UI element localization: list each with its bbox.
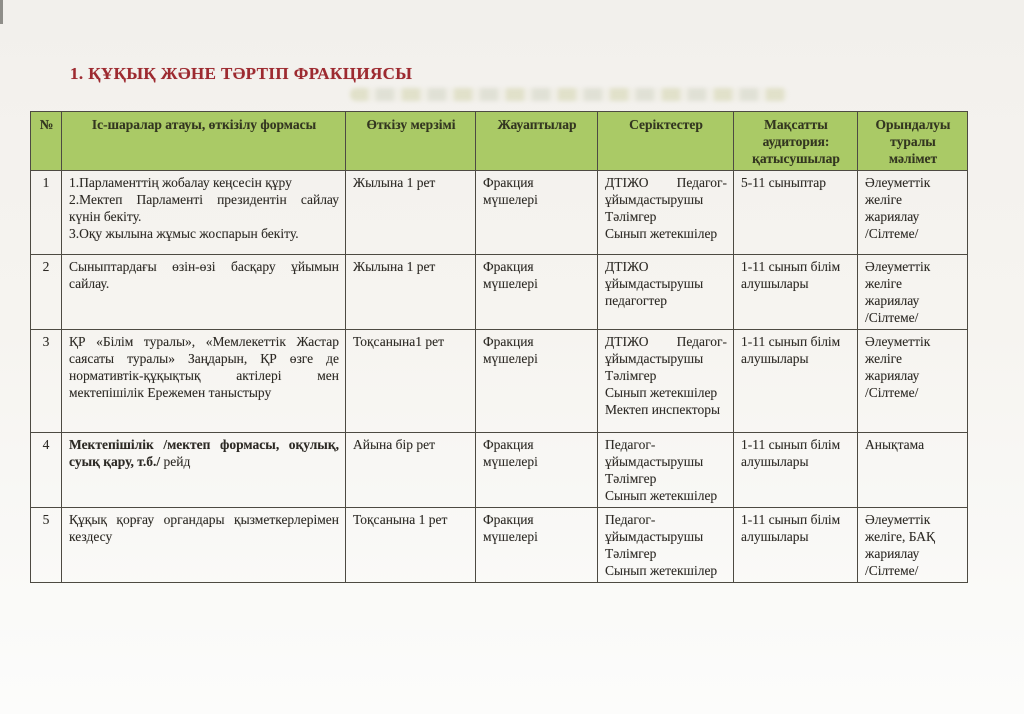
table-header [31, 112, 968, 171]
cell-responsible: Фракция мүшелері [476, 508, 598, 583]
cell-responsible: Фракция мүшелері [476, 255, 598, 330]
table-row [31, 330, 968, 433]
cell-term: Жылына 1 рет [346, 255, 476, 330]
cell-partners: ДТІЖО ұйымдастырушы педагогтер [598, 255, 734, 330]
cell-responsible: Фракция мүшелері [476, 171, 598, 255]
cell-activity: Сыныптардағы өзін-өзі басқару ұйымын сайлау. [62, 255, 346, 330]
cell-term: Жылына 1 рет [346, 171, 476, 255]
cell-partners: ДТІЖО Педагог- ұйымдастырушы Тәлімгер Сынып жетекшілер Мектеп инспекторы [598, 330, 734, 433]
cell-num: 4 [31, 433, 62, 508]
cell-num: 1 [31, 171, 62, 255]
cell-responsible: Фракция мүшелері [476, 433, 598, 508]
column-header-4: Серіктестер [598, 112, 734, 171]
table-row [31, 171, 968, 255]
cell-activity: 1.Парламенттің жобалау кеңсесін құру 2.Мектеп Парламенті президентін сайлау күнін бекіту. 3.Оқу жылына жұмыс жоспарын бекіту. [62, 171, 346, 255]
cell-num: 2 [31, 255, 62, 330]
table-row [31, 433, 968, 508]
column-header-3: Жауаптылар [476, 112, 598, 171]
cell-audience: 1-11 сынып білім алушылары [734, 508, 858, 583]
page-title: 1. ҚҰҚЫҚ ЖӘНЕ ТӘРТІП ФРАКЦИЯСЫ [70, 64, 413, 83]
cell-activity: ҚР «Білім туралы», «Мемлекеттік Жастар саясаты туралы» Заңдарын, ҚР өзге де нормативтік-құқықтық актілері мен мектепішілік Ережемен таныстыру [62, 330, 346, 433]
column-header-2: Өткізу мерзімі [346, 112, 476, 171]
cell-audience: 1-11 сынып білім алушылары [734, 433, 858, 508]
column-header-1: Іс-шаралар атауы, өткізілу формасы [62, 112, 346, 171]
header-row [31, 112, 968, 171]
cell-partners: Педагог- ұйымдастырушы Тәлімгер Сынып жетекшілер [598, 508, 734, 583]
cell-audience: 1-11 сынып білім алушылары [734, 255, 858, 330]
cell-term: Тоқсанына1 рет [346, 330, 476, 433]
cell-audience: 5-11 сыныптар [734, 171, 858, 255]
cell-result: Анықтама [858, 433, 968, 508]
table-body [31, 171, 968, 583]
column-header-6: Орындалуы туралы мәлімет [858, 112, 968, 171]
cell-result: Әлеуметтік желіге жариялау /Сілтеме/ [858, 330, 968, 433]
column-header-0: № [31, 112, 62, 171]
bleed-through-text-artifact [350, 88, 788, 101]
scan-edge-artifact [0, 0, 3, 24]
cell-activity: Мектепішілік /мектеп формасы, оқулық, суық қару, т.б./ рейд [62, 433, 346, 508]
table-row [31, 508, 968, 583]
fraction-plan-table [30, 111, 968, 583]
cell-partners: ДТІЖО Педагог- ұйымдастырушы Тәлімгер Сынып жетекшілер [598, 171, 734, 255]
cell-responsible: Фракция мүшелері [476, 330, 598, 433]
cell-num: 5 [31, 508, 62, 583]
cell-result: Әлеуметтік желіге, БАҚ жариялау /Сілтеме/ [858, 508, 968, 583]
cell-result: Әлеуметтік желіге жариялау /Сілтеме/ [858, 171, 968, 255]
table-row [31, 255, 968, 330]
cell-activity: Құқық қорғау органдары қызметкерлерімен кездесу [62, 508, 346, 583]
column-header-5: Мақсатты аудитория: қатысушылар [734, 112, 858, 171]
cell-result: Әлеуметтік желіге жариялау /Сілтеме/ [858, 255, 968, 330]
cell-term: Айына бір рет [346, 433, 476, 508]
cell-audience: 1-11 сынып білім алушылары [734, 330, 858, 433]
cell-partners: Педагог- ұйымдастырушы Тәлімгер Сынып жетекшілер [598, 433, 734, 508]
cell-num: 3 [31, 330, 62, 433]
cell-term: Тоқсанына 1 рет [346, 508, 476, 583]
